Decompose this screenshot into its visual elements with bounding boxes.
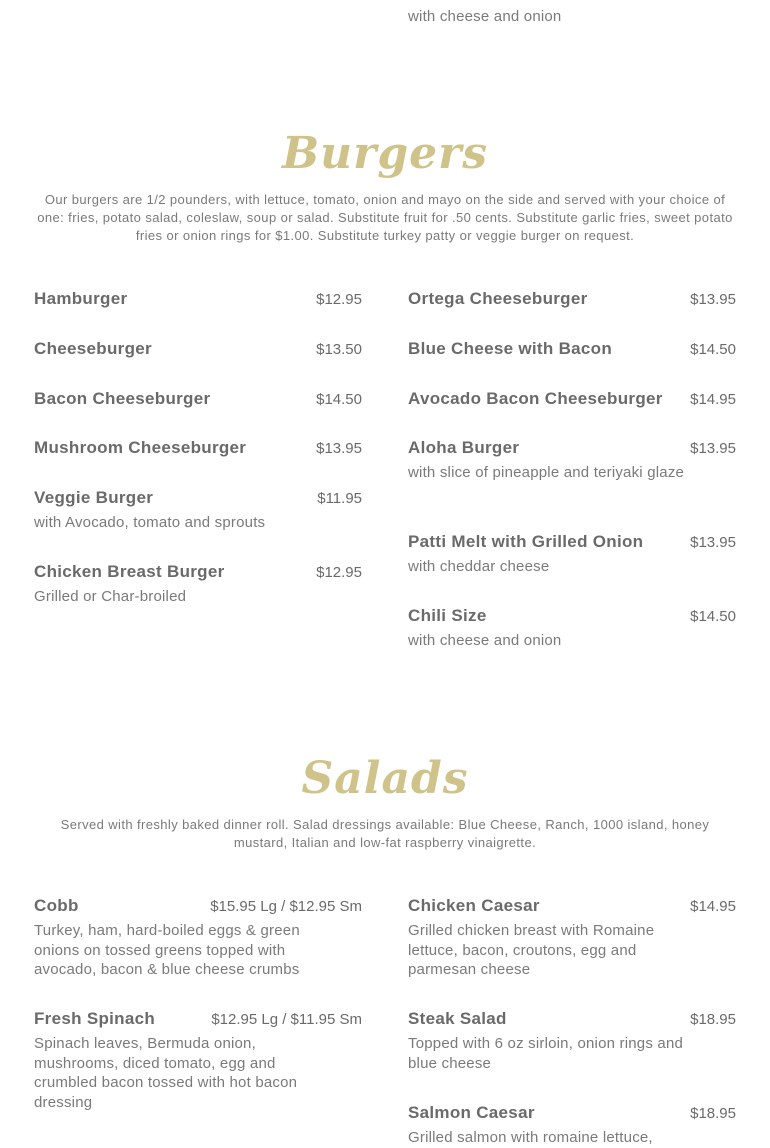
burgers-intro: Our burgers are 1/2 pounders, with lettuce, tomato, onion and mayo on the side and served with your choice of one: fries, potato salad, coleslaw, soup or salad. Substitute fruit for .50 cents. Substitute garlic fries, sweet potato fries or onion rings for $1.00. Substitute turkey patty or veggie burger on request. xyxy=(37,192,733,243)
menu-item-header xyxy=(408,289,736,309)
menu-item-price: $12.95 xyxy=(316,291,362,308)
menu-item-price: $14.95 xyxy=(690,391,736,408)
menu-item-price: $15.95 Lg / $12.95 Sm xyxy=(210,898,362,915)
menu-item-name: Chicken Caesar xyxy=(408,896,540,915)
menu-item xyxy=(34,1009,362,1112)
menu-item-price: $11.95 xyxy=(317,490,362,507)
menu-item-name: Bacon Cheeseburger xyxy=(34,389,211,408)
menu-item-description: with slice of pineapple and teriyaki glaze xyxy=(408,464,685,481)
menu-item-header xyxy=(34,896,362,916)
menu-item-header xyxy=(408,896,736,916)
menu-item-description: Grilled salmon with romaine lettuce, xyxy=(408,1129,653,1146)
menu-item-price: $18.95 xyxy=(690,1011,736,1028)
menu-item xyxy=(34,438,362,458)
menu-item xyxy=(408,896,736,980)
menu-item-name: Salmon Caesar xyxy=(408,1103,535,1122)
menu-item-description: Turkey, ham, hard-boiled eggs & green onions on tossed greens topped with avocado, bacon & blue cheese crumbs xyxy=(34,922,300,978)
menu-item-description: with Avocado, tomato and sprouts xyxy=(34,514,266,531)
menu-item xyxy=(34,562,362,607)
menu-item xyxy=(408,606,736,651)
menu-item-name: Hamburger xyxy=(34,289,128,308)
menu-item-price: $12.95 Lg / $11.95 Sm xyxy=(211,1011,362,1028)
menu-item-name: Steak Salad xyxy=(408,1009,507,1028)
salads-intro: Served with freshly baked dinner roll. Salad dressings available: Blue Cheese, Ranch, 1000 island, honey mustard, Italian and low-fat raspberry vinaigrette. xyxy=(60,817,710,850)
menu-item xyxy=(408,438,736,483)
menu-item-header xyxy=(408,1009,736,1029)
menu-item-header xyxy=(34,438,362,458)
menu-item xyxy=(408,339,736,359)
menu-item-price: $13.50 xyxy=(316,341,362,358)
menu-item-header xyxy=(408,532,736,552)
burgers-title: Burgers xyxy=(281,128,489,179)
menu-item-name: Blue Cheese with Bacon xyxy=(408,339,613,358)
menu-item-name: Veggie Burger xyxy=(34,488,154,507)
previous-item-description: with cheese and onion xyxy=(408,8,562,25)
menu-item xyxy=(34,389,362,409)
menu-item-name: Avocado Bacon Cheeseburger xyxy=(408,389,663,408)
menu-item-header xyxy=(34,1009,362,1029)
menu-item-header xyxy=(34,562,362,582)
menu-item-name: Mushroom Cheeseburger xyxy=(34,438,247,457)
menu-item-name: Chicken Breast Burger xyxy=(34,562,225,581)
menu-item xyxy=(34,289,362,309)
menu-item-name: Fresh Spinach xyxy=(34,1009,156,1028)
menu-item-price: $14.50 xyxy=(690,341,736,358)
menu-item-name: Chili Size xyxy=(408,606,487,625)
menu-item xyxy=(408,532,736,577)
menu-item-description: with cheese and onion xyxy=(408,632,562,649)
salads-title: Salads xyxy=(301,753,469,804)
menu-item-description: Topped with 6 oz sirloin, onion rings and blue cheese xyxy=(408,1035,684,1072)
menu-item-header xyxy=(34,339,362,359)
menu-item-price: $14.95 xyxy=(690,898,736,915)
menu-item-header xyxy=(34,289,362,309)
menu-item xyxy=(34,488,362,533)
menu-item xyxy=(408,389,736,409)
menu-item-name: Cheeseburger xyxy=(34,339,152,358)
menu-item-header xyxy=(408,1103,736,1123)
menu-item-name: Aloha Burger xyxy=(408,438,520,457)
menu-item xyxy=(408,1009,736,1073)
menu-item-name: Cobb xyxy=(34,896,79,915)
menu-item xyxy=(408,1103,736,1148)
menu-item-header xyxy=(408,606,736,626)
menu-item-price: $18.95 xyxy=(690,1105,736,1122)
menu-item xyxy=(408,289,736,309)
menu-item-price: $14.50 xyxy=(690,608,736,625)
menu-item-header xyxy=(408,389,736,409)
menu-item-price: $13.95 xyxy=(316,440,362,457)
menu-item-description: with cheddar cheese xyxy=(408,558,550,575)
menu-item-price: $14.50 xyxy=(316,391,362,408)
menu-item-header xyxy=(34,389,362,409)
menu-item xyxy=(34,896,362,980)
menu-item-name: Patti Melt with Grilled Onion xyxy=(408,532,644,551)
menu-item xyxy=(34,339,362,359)
menu-item-header xyxy=(408,438,736,458)
menu-item-price: $12.95 xyxy=(316,564,362,581)
menu-item-header xyxy=(34,488,362,508)
menu-item-price: $13.95 xyxy=(690,534,736,551)
menu-item-header xyxy=(408,339,736,359)
menu-item-description: Grilled or Char-broiled xyxy=(34,588,187,605)
menu-item-description: Grilled chicken breast with Romaine lettuce, bacon, croutons, egg and parmesan cheese xyxy=(408,922,655,978)
menu-item-price: $13.95 xyxy=(690,440,736,457)
menu-item-name: Ortega Cheeseburger xyxy=(408,289,588,308)
menu-item-description: Spinach leaves, Bermuda onion, mushrooms, diced tomato, egg and crumbled bacon tossed with hot bacon dressing xyxy=(34,1035,298,1111)
menu-item-price: $13.95 xyxy=(690,291,736,308)
